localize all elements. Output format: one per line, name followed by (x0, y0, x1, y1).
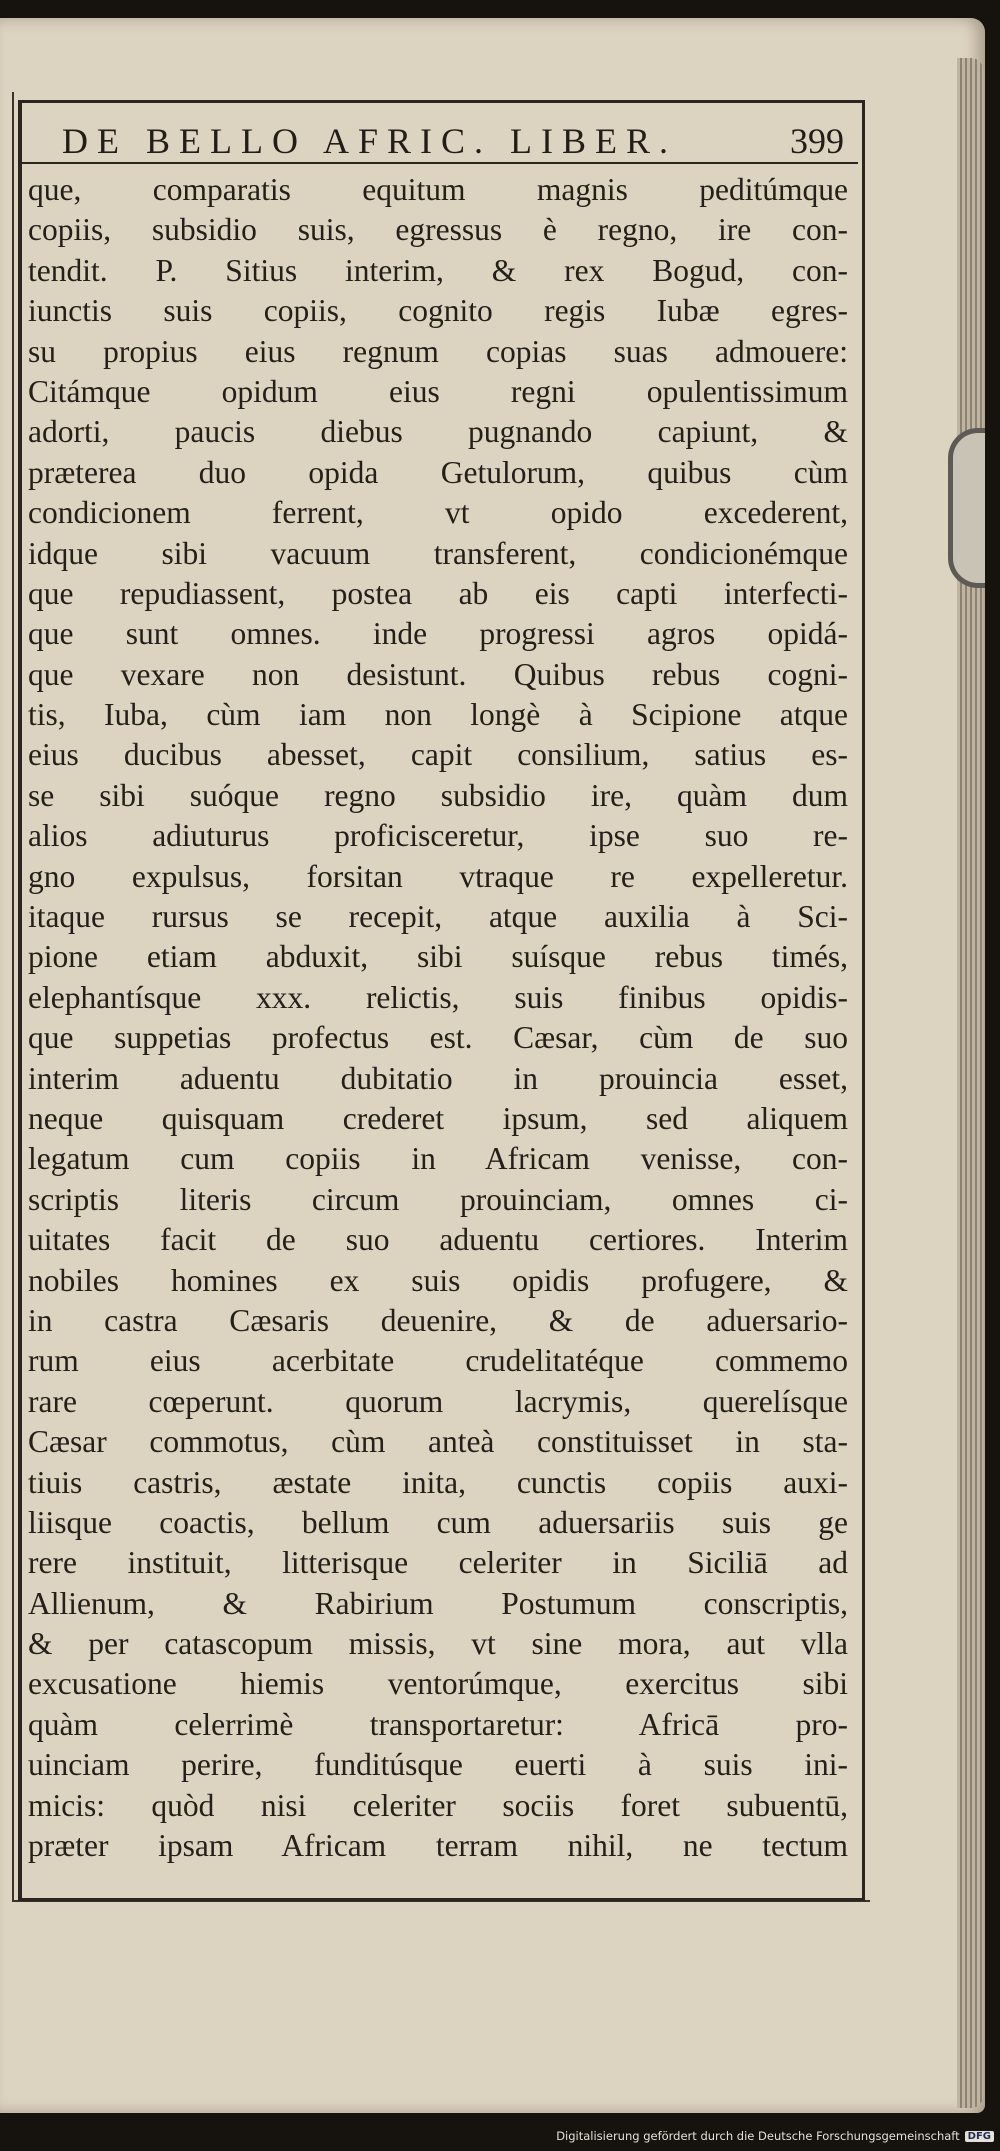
text-line: eius ducibus abesset, capit consilium, satius es- (28, 737, 848, 773)
text-line: se sibi suóque regno subsidio ire, quàm dum (28, 777, 848, 813)
dfg-logo: DFG (965, 2131, 994, 2142)
text-line: rum eius acerbitate crudelitatéque commemo (28, 1343, 848, 1379)
page-header (18, 108, 858, 164)
text-line: pione etiam abduxit, sibi suísque rebus timés, (28, 939, 848, 975)
footer-credit: Digitalisierung gefördert durch die Deutsche Forschungsgemeinschaft (556, 2129, 960, 2143)
text-line: Citámque opidum eius regni opulentissimum (28, 373, 848, 409)
text-line: que suppetias profectus est. Cæsar, cùm de suo (28, 1020, 848, 1056)
text-line: excusatione hiemis ventorúmque, exercitus sibi (28, 1666, 848, 1702)
text-line: tendit. P. Sitius interim, & rex Bogud, con- (28, 252, 848, 288)
text-line: que repudiassent, postea ab eis capti interfecti- (28, 575, 848, 611)
text-line: liisque coactis, bellum cum aduersariis suis ge (28, 1504, 848, 1540)
running-title: DE BELLO AFRIC. LIBER. (62, 121, 678, 161)
text-line: quàm celerrimè transportaretur: Africā pro- (28, 1706, 848, 1742)
text-line: que vexare non desistunt. Quibus rebus cogni- (28, 656, 848, 692)
text-line: nobiles homines ex suis opidis profugere, & (28, 1262, 848, 1298)
page-edges (957, 58, 983, 2108)
text-line: elephantísque xxx. relictis, suis finibus opidis- (28, 979, 848, 1015)
text-line: uitates facit de suo aduentu certiores. Interim (28, 1222, 848, 1258)
text-line: itaque rursus se recepit, atque auxilia à Sci- (28, 899, 848, 935)
text-line: micis: quòd nisi celeriter sociis foret subuentū, (28, 1787, 848, 1823)
page-number: 399 (790, 121, 844, 161)
text-line: rare cœperunt. quorum lacrymis, querelísque (28, 1383, 848, 1419)
text-line: su propius eius regnum copias suas admouere: (28, 333, 848, 369)
text-line: idque sibi vacuum transferent, condicionémque (28, 535, 848, 571)
text-line: & per catascopum missis, vt sine mora, aut vlla (28, 1626, 848, 1662)
text-line: scriptis literis circum prouinciam, omnes ci- (28, 1181, 848, 1217)
text-line: alios adiuturus proficisceretur, ipse suo re- (28, 818, 848, 854)
text-line: interim aduentu dubitatio in prouincia esset, (28, 1060, 848, 1096)
text-line: condicionem ferrent, vt opido excederent, (28, 495, 848, 531)
text-line: præter ipsam Africam terram nihil, ne tectum (28, 1828, 848, 1864)
text-line: in castra Cæsaris deuenire, & de aduersario- (28, 1302, 848, 1338)
text-line: uinciam perire, funditúsque euerti à suis ini- (28, 1747, 848, 1783)
text-line: Cæsar commotus, cùm anteà constituisset in sta- (28, 1424, 848, 1460)
text-line: copiis, subsidio suis, egressus è regno, ire con- (28, 212, 848, 248)
text-line: tiuis castris, æstate inita, cunctis copiis auxi- (28, 1464, 848, 1500)
text-line: neque quisquam crederet ipsum, sed aliquem (28, 1100, 848, 1136)
text-line: que, comparatis equitum magnis peditúmque (28, 172, 848, 207)
digitization-footer (556, 2129, 994, 2143)
text-line: legatum cum copiis in Africam venisse, con- (28, 1141, 848, 1177)
text-line: rere instituit, litterisque celeriter in Siciliā ad (28, 1545, 848, 1581)
text-line: adorti, paucis diebus pugnando capiunt, & (28, 414, 848, 450)
text-line: tis, Iuba, cùm iam non longè à Scipione atque (28, 697, 848, 733)
text-line: præterea duo opida Getulorum, quibus cùm (28, 454, 848, 490)
book-clasp (948, 428, 985, 588)
body-text (28, 170, 848, 1866)
text-line: gno expulsus, forsitan vtraque re expelleretur. (28, 858, 848, 894)
text-line: iunctis suis copiis, cognito regis Iubæ egres- (28, 293, 848, 329)
text-line: que sunt omnes. inde progressi agros opidá- (28, 616, 848, 652)
text-line: Allienum, & Rabirium Postumum conscriptis, (28, 1585, 848, 1621)
